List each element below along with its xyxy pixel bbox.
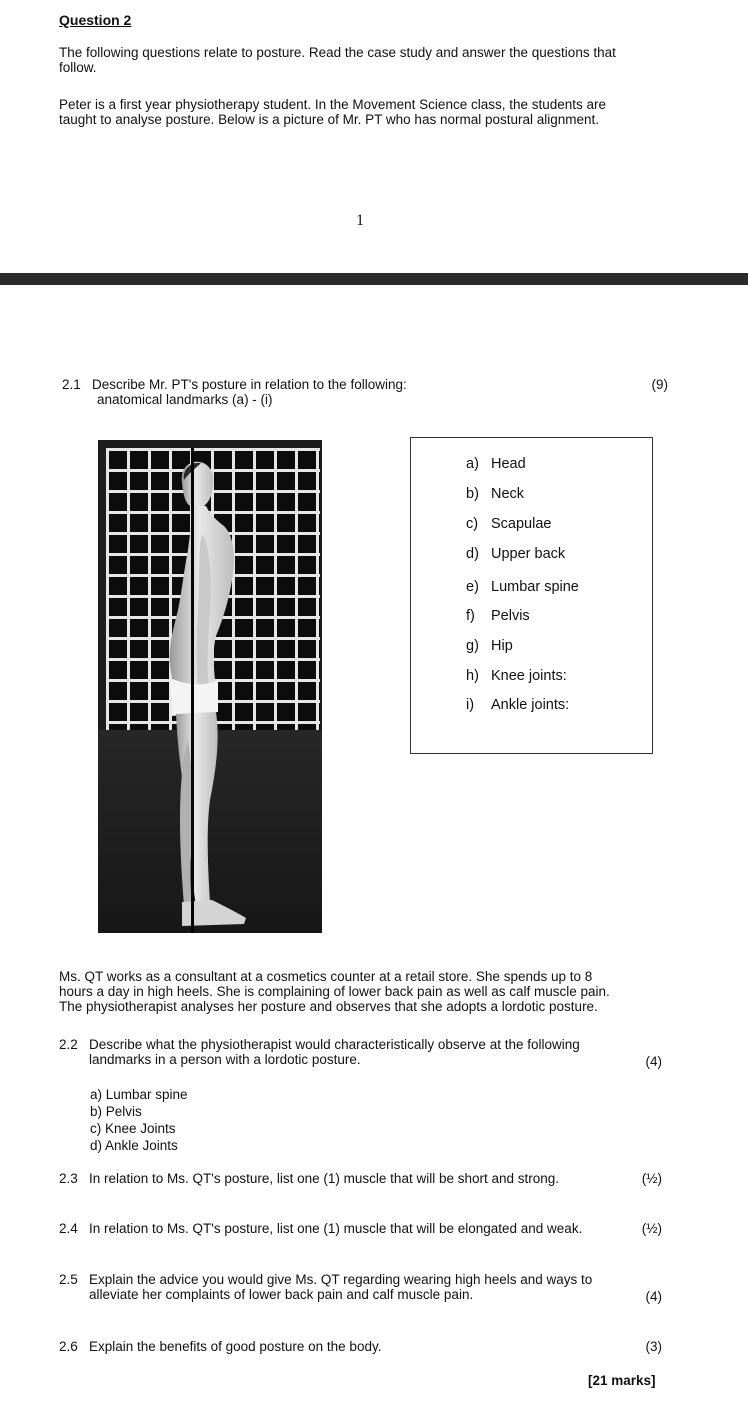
landmark-item: a) Head (466, 456, 526, 472)
question-number: 2.1 (62, 377, 81, 392)
case-line: The physiotherapist analyses her posture and observes that she adopts a lordotic posture. (59, 999, 598, 1014)
marks-label: (½) (641, 1171, 662, 1186)
list-item: c) Knee Joints (90, 1121, 176, 1136)
case-line: Ms. QT works as a consultant at a cosmetics counter at a retail store. She spends up to 8 (59, 969, 593, 984)
plumb-line (191, 448, 194, 933)
question-text: anatomical landmarks (a) - (i) (97, 392, 273, 407)
question-2-6 (59, 1339, 664, 1357)
question-number: 2.5 (59, 1272, 78, 1287)
intro-line: follow. (59, 60, 97, 75)
landmark-item: d) Upper back (466, 546, 566, 562)
case-study-paragraph (59, 97, 606, 127)
total-marks: [21 marks] (588, 1373, 656, 1388)
question-number: 2.4 (59, 1221, 78, 1236)
landmark-item: b) Neck (466, 486, 525, 502)
question-text: In relation to Ms. QT's posture, list one (1) muscle that will be elongated and weak. (89, 1221, 583, 1236)
question-number: 2.3 (59, 1171, 78, 1186)
intro-line: The following questions relate to posture. Read the case study and answer the questions that (59, 45, 616, 60)
landmark-item: c) Scapulae (466, 516, 552, 532)
case-study-2 (59, 969, 610, 1014)
question-text: Explain the advice you would give Ms. QT regarding wearing high heels and ways to (89, 1272, 593, 1287)
intro-paragraph (59, 45, 616, 75)
question-2-3 (59, 1171, 664, 1189)
lordotic-landmark-list (90, 1086, 188, 1154)
question-text: Explain the benefits of good posture on the body. (89, 1339, 382, 1354)
question-text: Describe Mr. PT's posture in relation to the following: (92, 377, 407, 392)
page-number: 1 (356, 212, 364, 229)
landmark-item: g) Hip (466, 638, 513, 654)
case-line: Peter is a first year physiotherapy student. In the Movement Science class, the students are (59, 97, 607, 112)
landmark-item: e) Lumbar spine (466, 579, 579, 595)
question-number: 2.2 (59, 1037, 78, 1052)
case-line: hours a day in high heels. She is complaining of lower back pain as well as calf muscle pain. (59, 984, 610, 999)
question-2-2 (59, 1037, 664, 1071)
marks-label: (½) (641, 1221, 662, 1236)
marks-label: (9) (651, 377, 668, 392)
marks-label: (4) (645, 1054, 662, 1069)
standing-figure (98, 440, 322, 933)
question-text: Describe what the physiotherapist would characteristically observe at the following (89, 1037, 580, 1052)
posture-photo (98, 440, 322, 933)
question-2-5 (59, 1272, 664, 1306)
question-2-1 (62, 377, 672, 409)
landmark-item: h) Knee joints: (466, 668, 567, 684)
list-item: a) Lumbar spine (90, 1087, 188, 1102)
question-2-4 (59, 1221, 664, 1239)
question-heading: Question 2 (59, 12, 132, 28)
question-text: landmarks in a person with a lordotic posture. (89, 1052, 361, 1067)
page-divider (0, 273, 748, 285)
landmark-item: f) Pelvis (466, 608, 530, 624)
marks-label: (3) (645, 1339, 662, 1354)
question-text: alleviate her complaints of lower back pain and calf muscle pain. (89, 1287, 474, 1302)
list-item: d) Ankle Joints (90, 1138, 178, 1153)
landmark-item: i) Ankle joints: (466, 697, 570, 713)
case-line: taught to analyse posture. Below is a picture of Mr. PT who has normal postural alignment. (59, 112, 600, 127)
question-text: In relation to Ms. QT's posture, list one (1) muscle that will be short and strong. (89, 1171, 560, 1186)
marks-label: (4) (645, 1289, 662, 1304)
list-item: b) Pelvis (90, 1104, 142, 1119)
landmarks-box (410, 437, 653, 754)
question-number: 2.6 (59, 1339, 78, 1354)
